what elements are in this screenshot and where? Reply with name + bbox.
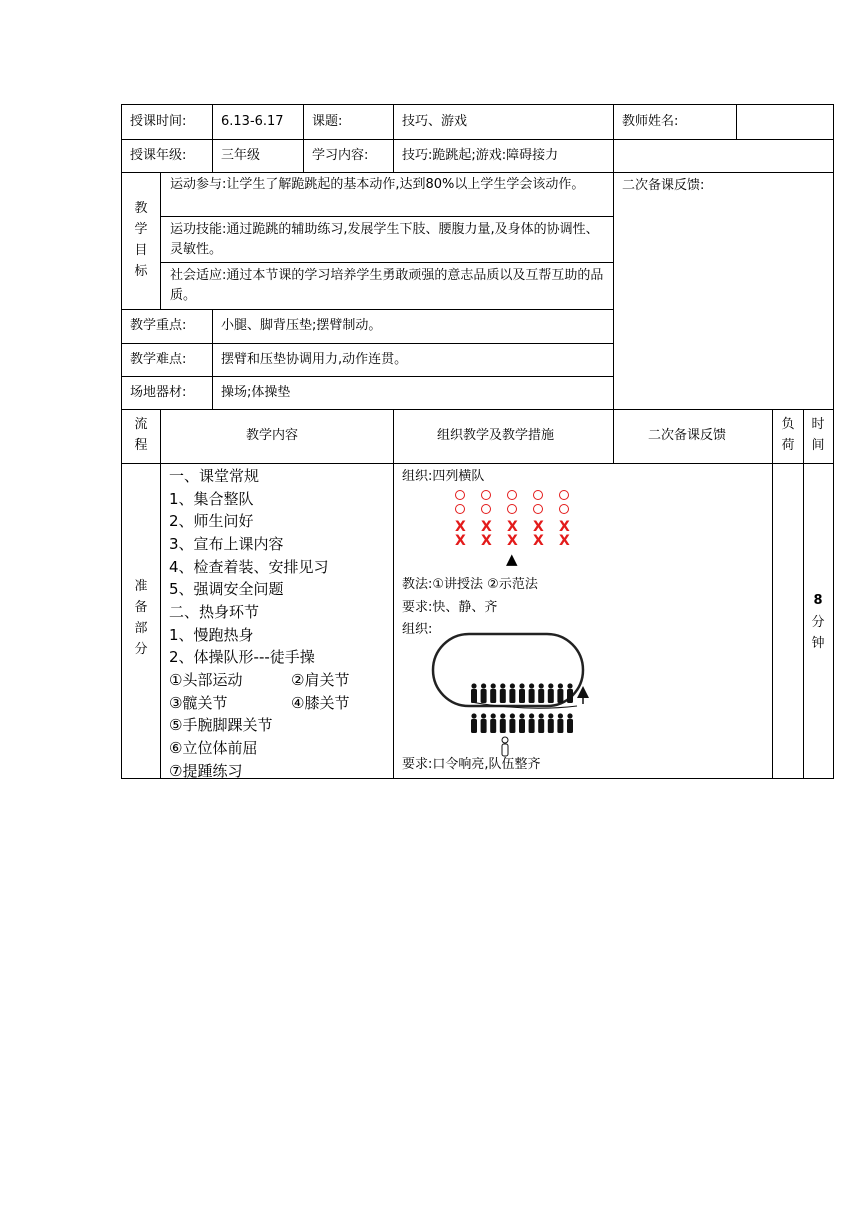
teacher-triangle-marker: ▲	[506, 550, 518, 568]
load-header: 负 荷	[781, 417, 795, 453]
runner-figure-icon	[529, 689, 535, 703]
runner-figure-icon	[471, 683, 476, 688]
runner-figure-icon	[510, 713, 515, 718]
runner-figure-icon	[538, 689, 544, 703]
grade-label: 授课年级:	[130, 148, 187, 163]
student-circle-marker	[481, 504, 491, 514]
runner-figure-icon	[529, 719, 535, 733]
venue-label: 场地器材:	[130, 385, 187, 400]
runner-figure-icon	[509, 689, 515, 703]
student-circle-marker	[481, 490, 491, 500]
content-line: ④膝关节	[291, 694, 350, 712]
feedback-label: 二次备课反馈:	[622, 178, 705, 193]
runner-figure-icon	[500, 689, 506, 703]
objectives-label: 教 学 目 标	[134, 201, 148, 279]
runner-figure-icon	[567, 689, 573, 703]
student-x-marker: X	[507, 519, 518, 535]
student-x-marker: X	[455, 533, 466, 549]
runner-figure-icon	[491, 683, 496, 688]
student-circle-marker	[507, 504, 517, 514]
time-value: 6.13-6.17	[221, 114, 284, 129]
runner-figure-icon	[567, 713, 572, 718]
content-line: ③髋关节	[169, 694, 228, 712]
runner-figure-icon	[529, 713, 534, 718]
runner-figure-icon	[558, 683, 563, 688]
content-header: 教学内容	[246, 428, 299, 443]
objective-participation: 运动参与:让学生了解跪跳起的基本动作,达到80%以上学生学会该动作。	[170, 177, 585, 192]
time-value: 8	[813, 593, 823, 608]
runner-figure-icon	[529, 683, 534, 688]
runner-figure-icon	[519, 683, 524, 688]
runner-figure-icon	[558, 713, 563, 718]
content-line: ①头部运动	[169, 671, 243, 689]
runner-figure-icon	[490, 689, 496, 703]
runner-figure-icon	[557, 689, 563, 703]
flow-header: 流 程	[134, 417, 148, 453]
runner-figure-icon	[538, 719, 544, 733]
requirement-1: 要求:快、静、齐	[402, 600, 498, 615]
student-x-marker: X	[481, 519, 492, 535]
org-title: 组织:四列横队	[402, 469, 485, 484]
runner-figure-icon	[481, 689, 487, 703]
content-line: 5、强调安全问题	[169, 580, 284, 598]
content-line: 1、集合整队	[169, 490, 254, 508]
content-line: 3、宣布上课内容	[169, 535, 284, 553]
runner-figure-icon	[539, 683, 544, 688]
difficulty-value: 摆臂和压垫协调用力,动作连贯。	[221, 352, 408, 367]
student-x-marker: X	[559, 519, 570, 535]
student-x-marker: X	[533, 533, 544, 549]
runner-figure-icon	[471, 713, 476, 718]
feedback-header: 二次备课反馈	[648, 428, 727, 443]
teacher-label: 教师姓名:	[622, 114, 679, 129]
runner-figure-icon	[471, 689, 477, 703]
runner-figure-icon	[481, 713, 486, 718]
runner-figure-icon	[567, 719, 573, 733]
runner-figure-icon	[510, 683, 515, 688]
runner-figure-icon	[481, 683, 486, 688]
running-track-diagram	[427, 628, 593, 760]
student-x-marker: X	[533, 519, 544, 535]
runner-figure-icon	[519, 689, 525, 703]
runner-figure-icon	[471, 719, 477, 733]
key-point-value: 小腿、脚背压垫;摆臂制动。	[221, 318, 382, 333]
student-circle-marker	[507, 490, 517, 500]
content-line: 二、热身环节	[169, 603, 260, 621]
content-line: 1、慢跑热身	[169, 626, 254, 644]
topic-value: 技巧、游戏	[402, 114, 468, 129]
runner-figure-icon	[548, 713, 553, 718]
content-line: 2、师生问好	[169, 512, 254, 530]
content-line: ⑥立位体前屈	[169, 739, 258, 757]
runner-figure-icon	[519, 713, 524, 718]
topic-label: 课题:	[312, 114, 343, 129]
content-line: ②肩关节	[291, 671, 350, 689]
student-circle-marker	[533, 490, 543, 500]
runner-figure-icon	[490, 719, 496, 733]
content-line: ⑦提踵练习	[169, 762, 243, 780]
formation-diagram	[445, 488, 585, 570]
student-x-marker: X	[481, 533, 492, 549]
teaching-method: 教法:①讲授法 ②示范法	[402, 577, 538, 592]
org-label-2: 组织:	[402, 622, 433, 637]
time-header: 时 间	[811, 417, 825, 453]
content-line: 2、体操队形---徒手操	[169, 648, 315, 666]
student-x-marker: X	[455, 519, 466, 535]
runner-figure-icon	[519, 719, 525, 733]
runner-figure-icon	[500, 683, 505, 688]
time-unit: 分 钟	[811, 615, 825, 651]
content-line: ⑤手腕脚踝关节	[169, 716, 273, 734]
organization-header: 组织教学及教学措施	[437, 428, 555, 443]
key-point-label: 教学重点:	[130, 318, 187, 333]
runner-figure-icon	[548, 719, 554, 733]
runner-figure-icon	[500, 713, 505, 718]
runner-figure-icon	[567, 683, 572, 688]
runner-figure-icon	[548, 689, 554, 703]
content-label: 学习内容:	[312, 148, 369, 163]
venue-value: 操场;体操垫	[221, 385, 291, 400]
content-line: 4、检查着装、安排见习	[169, 558, 329, 576]
student-x-marker: X	[507, 533, 518, 549]
runner-figure-icon	[539, 713, 544, 718]
runner-figure-icon	[557, 719, 563, 733]
teacher-figure-icon	[502, 737, 508, 756]
content-value: 技巧:跪跳起;游戏:障碍接力	[402, 148, 559, 163]
student-x-marker: X	[559, 533, 570, 549]
runner-figure-icon	[500, 719, 506, 733]
time-label: 授课时间:	[130, 114, 187, 129]
student-circle-marker	[455, 504, 465, 514]
student-circle-marker	[559, 504, 569, 514]
objective-skill: 运功技能:通过跪跳的辅助练习,发展学生下肢、腰腹力量,及身体的协调性、灵敏性。	[170, 222, 599, 257]
student-circle-marker	[533, 504, 543, 514]
student-circle-marker	[559, 490, 569, 500]
runner-figure-icon	[548, 683, 553, 688]
objective-social: 社会适应:通过本节课的学习培养学生勇敢顽强的意志品质以及互帮互助的品质。	[170, 268, 604, 303]
runner-figure-icon	[481, 719, 487, 733]
section-name: 准 备 部 分	[134, 579, 148, 657]
difficulty-label: 教学难点:	[130, 352, 187, 367]
student-circle-marker	[455, 490, 465, 500]
runner-figure-icon	[491, 713, 496, 718]
grade-value: 三年级	[221, 148, 261, 163]
requirement-2: 要求:口令响亮,队伍整齐	[402, 757, 541, 772]
runner-figure-icon	[509, 719, 515, 733]
content-line: 一、课堂常规	[169, 467, 260, 485]
